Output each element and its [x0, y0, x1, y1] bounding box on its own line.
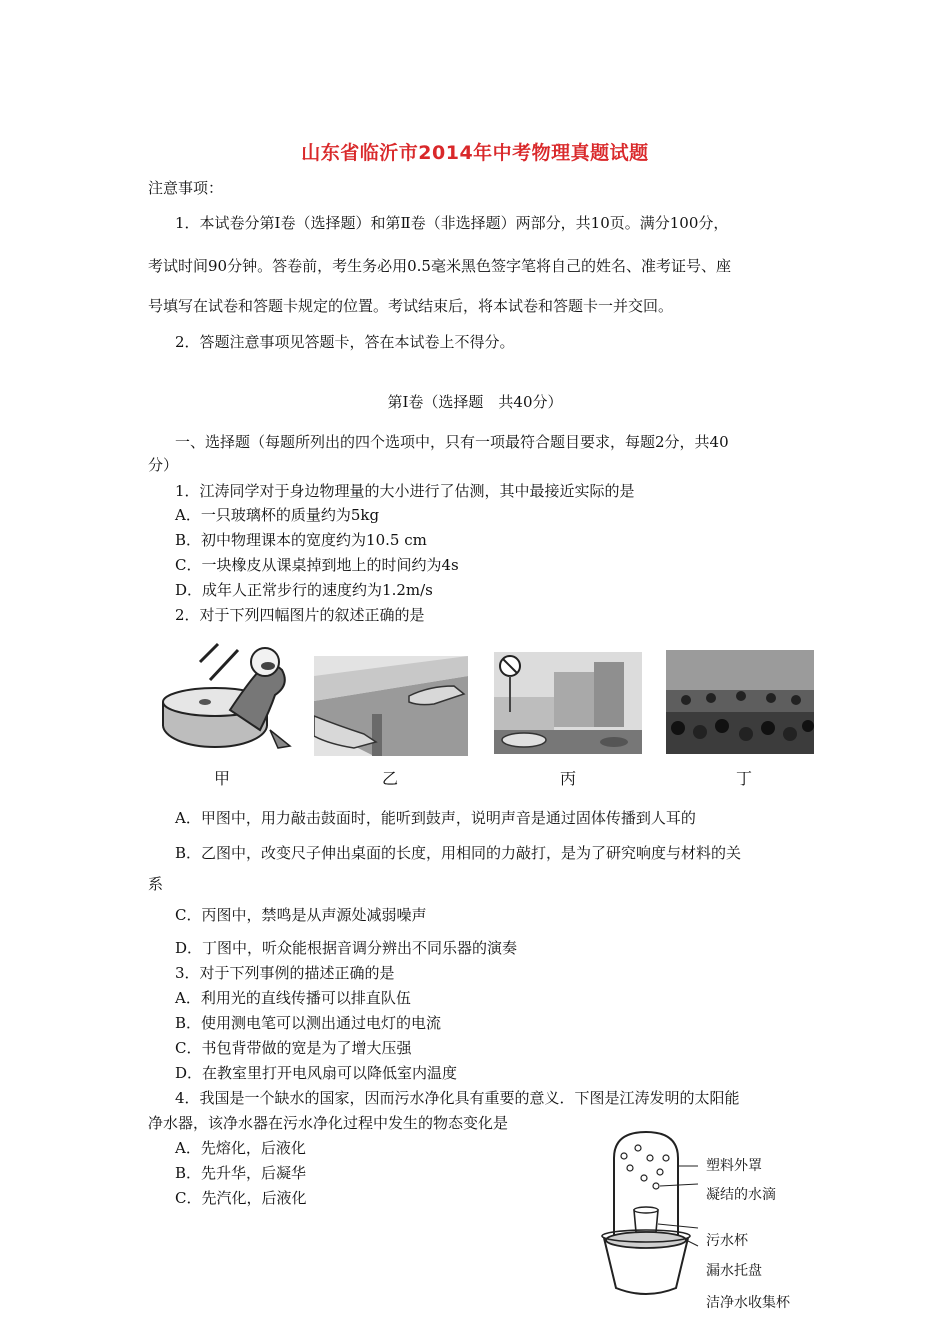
- notice-p1-line3: 号填写在试卷和答题卡规定的位置。考试结束后，将本试卷和答题卡一并交回。: [148, 297, 674, 315]
- figure-jia-drum: [160, 640, 300, 752]
- section-intro-line2: 分）: [148, 456, 179, 474]
- notice-p1-line1: 1．本试卷分第Ⅰ卷（选择题）和第Ⅱ卷（非选择题）两部分，共10页。满分100分，: [175, 214, 729, 232]
- notice-p1-line2: 考试时间90分钟。答卷前，考生务必用0.5毫米黑色签字笔将自己的姓名、准考证号、座: [148, 257, 731, 275]
- q1-option-b: B．初中物理课本的宽度约为10.5 cm: [175, 531, 427, 549]
- figure-caption-yi: 乙: [382, 769, 399, 788]
- figure-ding-concert: [666, 650, 814, 754]
- q1-option-c: C．一块橡皮从课桌掉到地上的时间约为4s: [175, 556, 459, 574]
- section-heading: 第Ⅰ卷（选择题 共40分）: [387, 393, 563, 411]
- q2-stem: 2．对于下列四幅图片的叙述正确的是: [175, 606, 425, 624]
- figure-solar-purifier: [594, 1128, 714, 1308]
- q4-stem-line2: 净水器，该净水器在污水净化过程中发生的物态变化是: [148, 1114, 509, 1132]
- q2-option-a: A．甲图中，用力敲击鼓面时，能听到鼓声，说明声音是通过固体传播到人耳的: [175, 809, 696, 827]
- q1-option-d: D．成年人正常步行的速度约为1.2m/s: [175, 581, 433, 599]
- q3-option-d: D．在教室里打开电风扇可以降低室内温度: [175, 1064, 458, 1082]
- purifier-label-tray: 漏水托盘: [706, 1263, 762, 1279]
- q1-option-a: A．一只玻璃杯的质量约为5kg: [175, 506, 380, 524]
- q4-option-b: B．先升华，后凝华: [175, 1164, 307, 1182]
- figure-bing-street: [494, 652, 642, 754]
- purifier-label-droplets: 凝结的水滴: [706, 1187, 776, 1203]
- q3-option-c: C．书包背带做的宽是为了增大压强: [175, 1039, 412, 1057]
- q3-stem: 3．对于下列事例的描述正确的是: [175, 964, 395, 982]
- notice-p2: 2．答题注意事项见答题卡，答在本试卷上不得分。: [175, 333, 515, 351]
- figure-caption-bing: 丙: [560, 769, 577, 788]
- page-title: 山东省临沂市2014年中考物理真题试题: [301, 142, 649, 164]
- q4-option-a: A．先熔化，后液化: [175, 1139, 306, 1157]
- figure-caption-jia: 甲: [214, 769, 231, 788]
- purifier-label-cover: 塑料外罩: [706, 1158, 762, 1174]
- q3-option-a: A．利用光的直线传播可以排直队伍: [175, 989, 411, 1007]
- q1-stem: 1．江涛同学对于身边物理量的大小进行了估测，其中最接近实际的是: [175, 482, 635, 500]
- q4-option-c: C．先汽化，后液化: [175, 1189, 307, 1207]
- q2-option-d: D．丁图中，听众能根据音调分辨出不同乐器的演奏: [175, 939, 518, 957]
- purifier-label-dirty-cup: 污水杯: [706, 1233, 748, 1249]
- q3-option-b: B．使用测电笔可以测出通过电灯的电流: [175, 1014, 442, 1032]
- q2-option-c: C．丙图中，禁鸣是从声源处减弱噪声: [175, 906, 427, 924]
- purifier-label-clean-cup: 洁净水收集杯: [706, 1295, 790, 1311]
- q2-option-b-line2: 系: [148, 875, 164, 893]
- figure-yi-ruler: [314, 656, 468, 756]
- section-intro-line1: 一、选择题（每题所列出的四个选项中，只有一项最符合题目要求，每题2分，共40: [175, 433, 729, 451]
- q2-option-b-line1: B．乙图中，改变尺子伸出桌面的长度，用相同的力敲打，是为了研究响度与材料的关: [175, 844, 742, 862]
- notice-heading: 注意事项：: [148, 179, 224, 197]
- figure-caption-ding: 丁: [736, 769, 753, 788]
- q4-stem-line1: 4．我国是一个缺水的国家，因而污水净化具有重要的意义．下图是江涛发明的太阳能: [175, 1089, 740, 1107]
